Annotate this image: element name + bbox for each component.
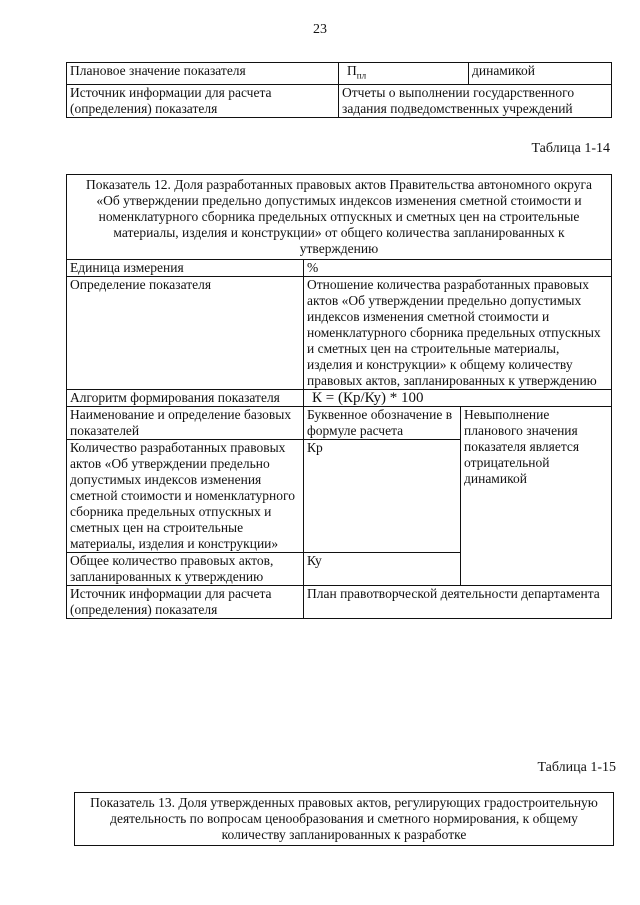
table-caption-1-14: Таблица 1-14 bbox=[531, 141, 610, 156]
indicator-13-table bbox=[74, 792, 614, 846]
plan-value-symbol-main: П bbox=[347, 63, 357, 78]
table-row bbox=[67, 175, 612, 260]
table-row bbox=[67, 260, 612, 277]
base-item-symbol: Кр bbox=[304, 440, 461, 553]
table-row bbox=[67, 586, 612, 619]
definition-label: Определение показателя bbox=[67, 277, 304, 390]
table-row bbox=[67, 390, 612, 407]
unit-value: % bbox=[304, 260, 612, 277]
source-label: Источник информации для расчета (определения) показателя bbox=[67, 84, 339, 117]
negative-dynamics-note: Невыполнение планового значения показателя является отрицательной динамикой bbox=[461, 407, 612, 586]
table-row bbox=[67, 84, 612, 117]
base-item-name: Количество разработанных правовых актов «Об утверждении предельно допустимых индексов изменения сметной стоимости и номенклатурного сборника предельных отпускных и сметных цен на строительные материалы, изделия и конструкции» bbox=[67, 440, 304, 553]
algorithm-formula: К = (Кр/Ку) * 100 bbox=[304, 390, 612, 407]
indicator-12-table bbox=[66, 174, 612, 619]
indicator-13-title: Показатель 13. Доля утвержденных правовых актов, регулирующих градостроительную деятельность по вопросам ценообразования и сметного нормирования, к общему количеству запланированных к разработке bbox=[75, 793, 614, 846]
algorithm-label: Алгоритм формирования показателя bbox=[67, 390, 304, 407]
info-source-value: План правотворческой деятельности департамента bbox=[304, 586, 612, 619]
base-item-symbol: Ку bbox=[304, 553, 461, 586]
base-item-name: Общее количество правовых актов, запланированных к утверждению bbox=[67, 553, 304, 586]
info-source-label: Источник информации для расчета (определения) показателя bbox=[67, 586, 304, 619]
plan-value-symbol-sub: пл bbox=[356, 70, 367, 81]
letter-designation-label: Буквенное обозначение в формуле расчета bbox=[304, 407, 461, 440]
base-indicators-label: Наименование и определение базовых показателей bbox=[67, 407, 304, 440]
source-value: Отчеты о выполнении государственного задания подведомственных учреждений bbox=[339, 84, 612, 117]
table-row bbox=[67, 63, 612, 85]
plan-value: динамикой bbox=[469, 63, 612, 85]
indicator-table-continued bbox=[66, 62, 612, 118]
table-row bbox=[75, 793, 614, 846]
page-number: 23 bbox=[313, 22, 327, 37]
plan-value-label: Плановое значение показателя bbox=[67, 63, 339, 85]
unit-label: Единица измерения bbox=[67, 260, 304, 277]
indicator-12-title: Показатель 12. Доля разработанных правовых актов Правительства автономного округа «Об утверждении предельно допустимых индексов изменения сметной стоимости и номенклатурного сборника предельных отпускных и сметных цен на строительные материалы, изделия и конструкции» от общего количества запланированных к утверждению bbox=[67, 175, 612, 260]
definition-value: Отношение количества разработанных правовых актов «Об утверждении предельно допустимых индексов изменения сметной стоимости и номенклатурного сборника предельных отпускных и сметных цен на строительные материалы, изделия и конструкции» к общему количеству правовых актов, запланированных к утверждению bbox=[304, 277, 612, 390]
plan-value-symbol bbox=[339, 63, 469, 85]
table-caption-1-15: Таблица 1-15 bbox=[537, 760, 616, 775]
table-row bbox=[67, 407, 612, 440]
table-row bbox=[67, 277, 612, 390]
